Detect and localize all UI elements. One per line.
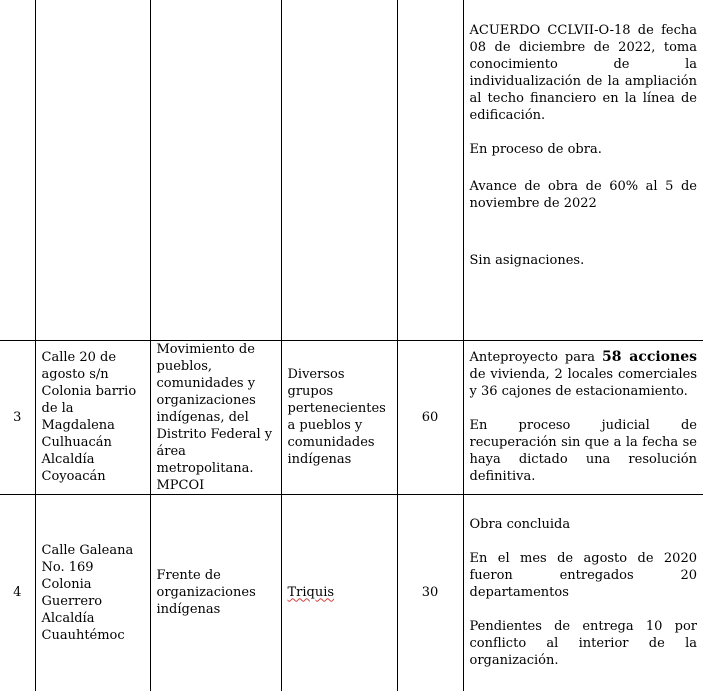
- status-agreement: ACUERDO CCLVII-O-18 de fecha 08 de diciembre de 2022, toma conocimiento de la individualización de la ampliación al techo financiero en la línea de edificación.: [469, 23, 697, 123]
- address-cell: [35, 0, 150, 340]
- table-row: [0, 494, 703, 691]
- beneficiaries-cell: [281, 494, 397, 691]
- status-cell: [463, 340, 703, 494]
- organization-cell: [150, 0, 281, 340]
- table-row: [0, 340, 703, 494]
- status-project-summary: Anteproyecto para 58 acciones de vivienda, 2 locales comerciales y 36 cajones de estacionamiento.: [469, 349, 697, 399]
- status-actions-count: 58 acciones: [602, 349, 697, 365]
- table-row: [0, 0, 703, 340]
- beneficiaries-text: Triquis: [287, 585, 335, 601]
- row-number-cell: [0, 0, 35, 340]
- status-assignments: Sin asignaciones.: [469, 253, 585, 268]
- status-completed: Obra concluida: [469, 517, 571, 533]
- status-cell: [463, 494, 703, 691]
- organization-cell: Frente de organizaciones indígenas: [150, 494, 281, 691]
- address-cell: Calle Galeana No. 169 Colonia Guerrero Alcaldía Cuauhtémoc: [35, 494, 150, 691]
- status-legal-process: En proceso judicial de recuperación sin que a la fecha se haya dictado una resolución definitiva.: [469, 418, 697, 484]
- units-cell: 60: [397, 340, 463, 494]
- status-in-progress: En proceso de obra.: [469, 142, 602, 157]
- units-cell: [397, 0, 463, 340]
- row-number-cell: 4: [0, 494, 35, 691]
- beneficiaries-cell: [281, 0, 397, 340]
- organization-cell: Movimiento de pueblos, comunidades y organizaciones indígenas, del Distrito Federal y área metropolitana. MPCOI: [150, 340, 281, 494]
- beneficiaries-cell: Diversos grupos pertenecientes a pueblos y comunidades indígenas: [281, 340, 397, 494]
- units-cell: 30: [397, 494, 463, 691]
- status-pending: Pendientes de entrega 10 por conflicto al interior de la organización.: [469, 619, 697, 669]
- status-delivered: En el mes de agosto de 2020 fueron entregados 20 departamentos: [469, 551, 697, 601]
- row-number-cell: 3: [0, 340, 35, 494]
- status-cell: [463, 0, 703, 340]
- status-progress-percent: Avance de obra de 60% al 5 de noviembre de 2022: [469, 179, 697, 211]
- address-cell: Calle 20 de agosto s/n Colonia barrio de la Magdalena Culhuacán Alcaldía Coyoacán: [35, 340, 150, 494]
